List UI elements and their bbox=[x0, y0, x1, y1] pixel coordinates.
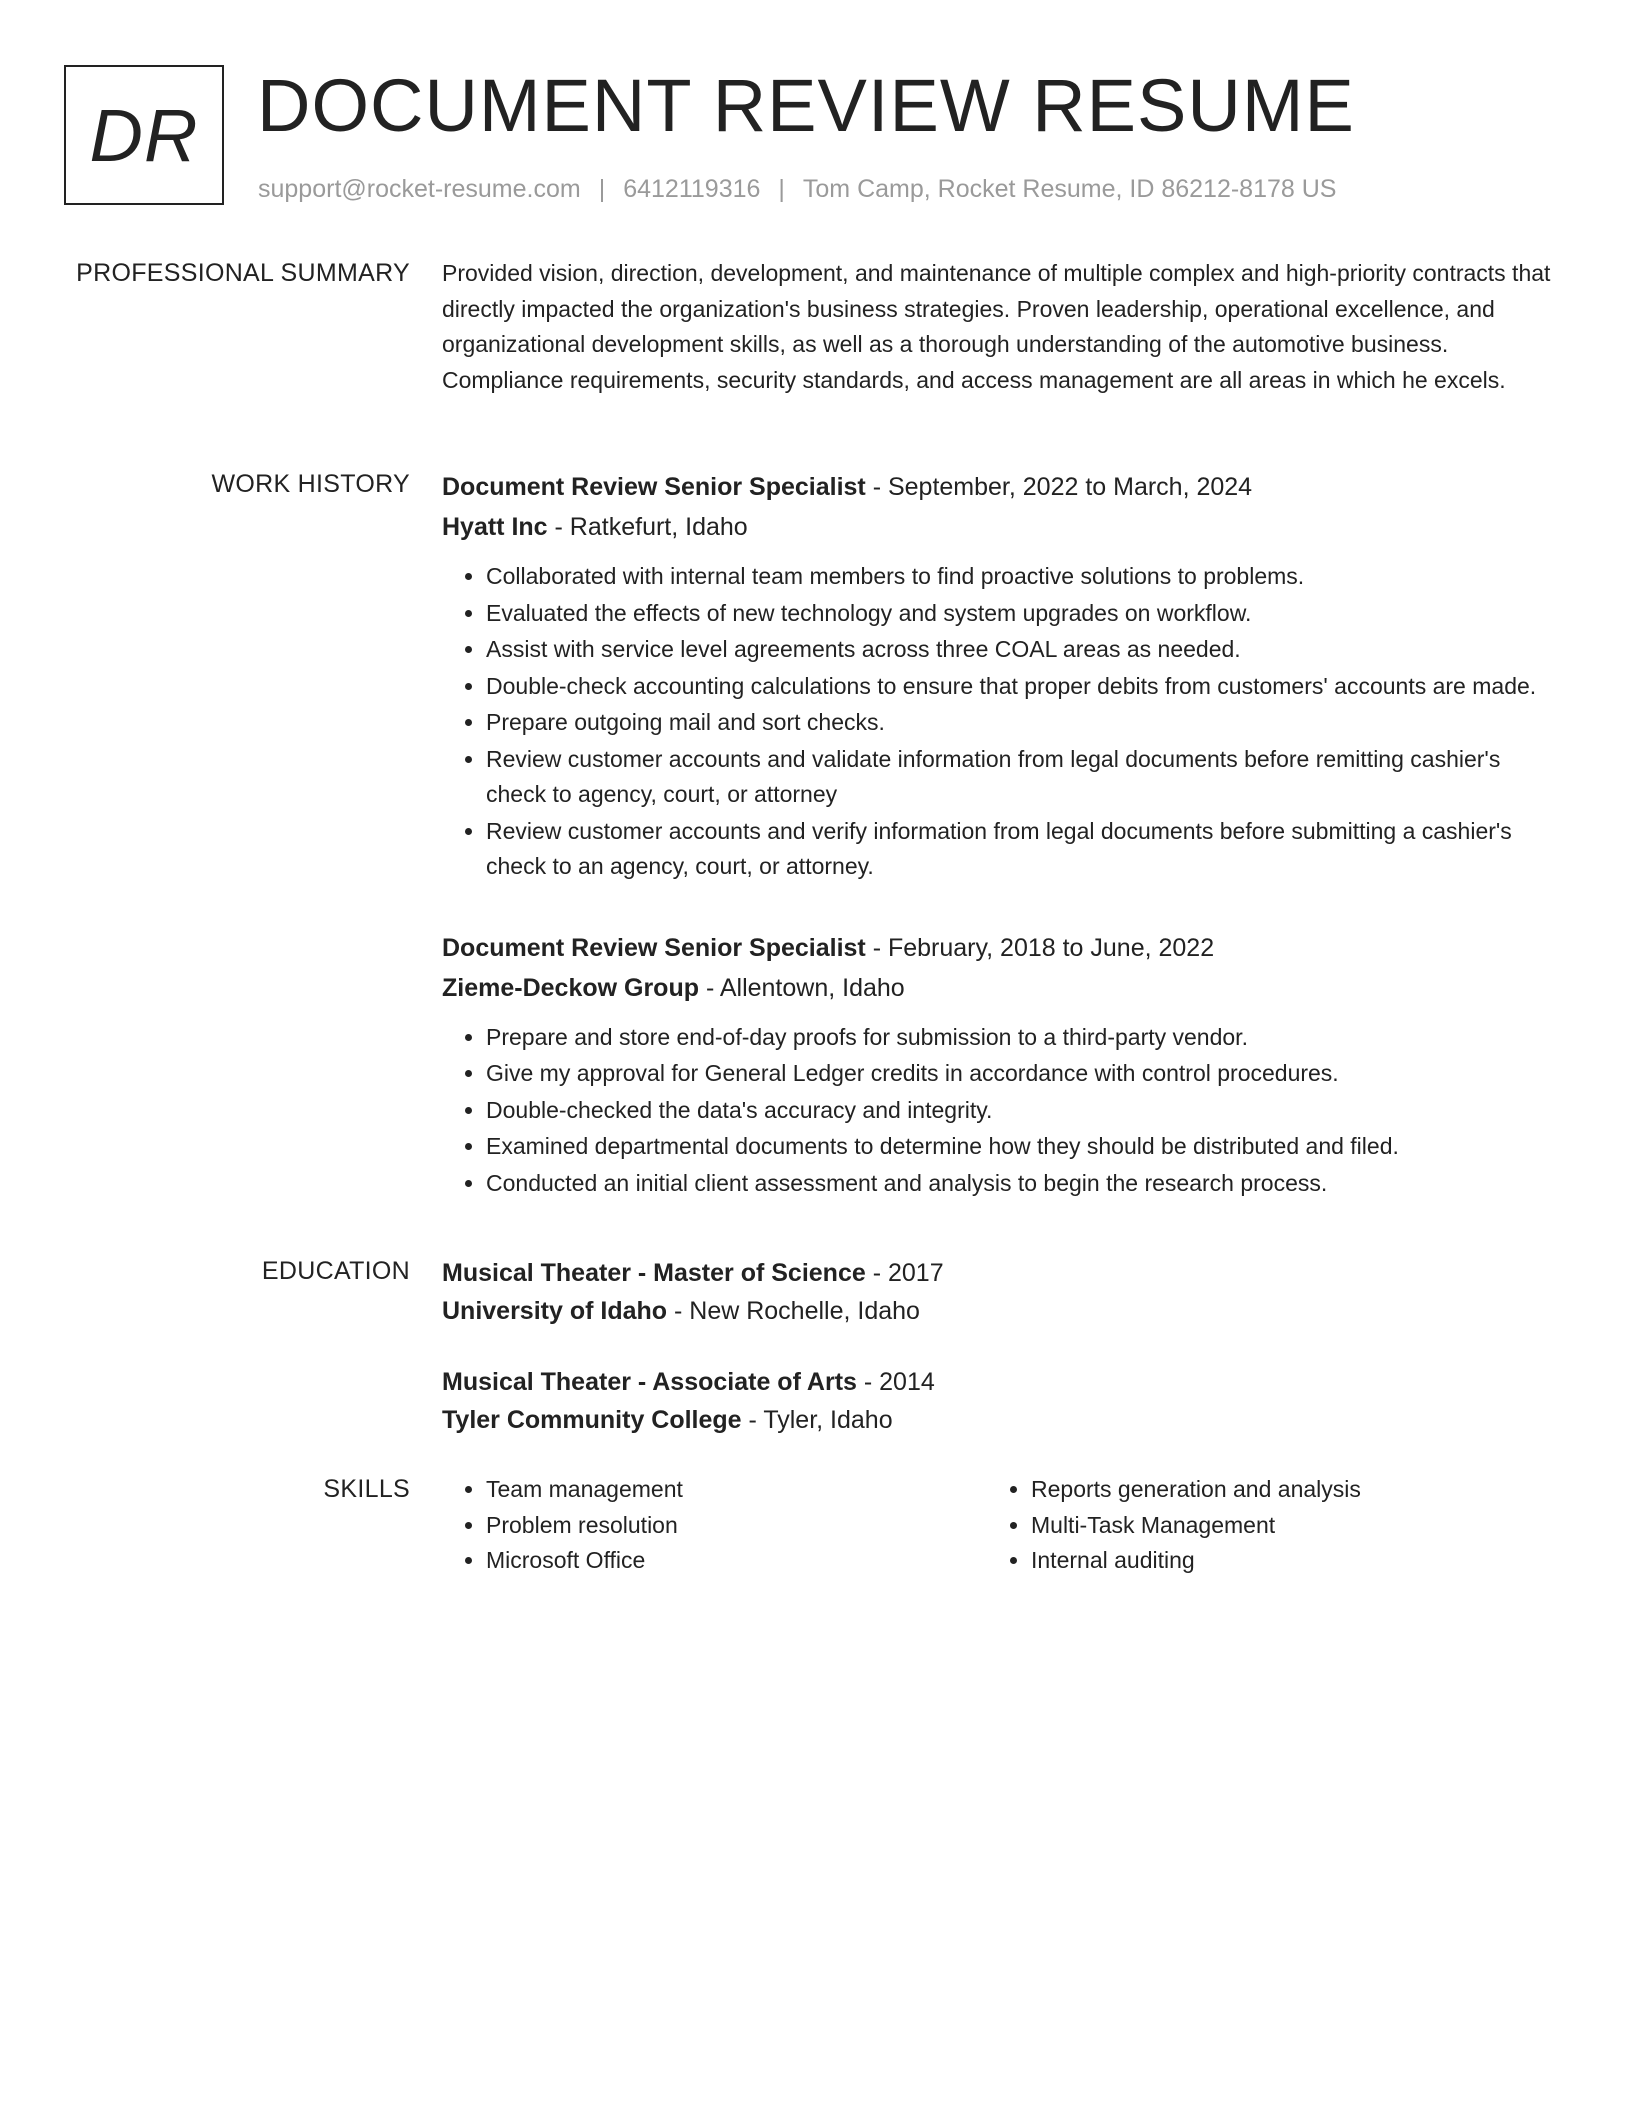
school-location: - New Rochelle, Idaho bbox=[667, 1297, 920, 1325]
skill-item: • Problem resolution bbox=[486, 1508, 987, 1544]
section-label-skills: SKILLS bbox=[323, 1475, 410, 1503]
list-item: • Examined departmental documents to determine how they should be distributed and filed. bbox=[486, 1129, 1552, 1165]
skill-item: • Team management bbox=[486, 1472, 987, 1508]
skills-columns bbox=[442, 1472, 1542, 1579]
resume-title: DOCUMENT REVIEW RESUME bbox=[257, 64, 1355, 147]
school-line bbox=[442, 1401, 1552, 1439]
summary-body bbox=[442, 256, 1552, 398]
skills-list bbox=[442, 1472, 987, 1579]
job-company: Hyatt Inc bbox=[442, 513, 548, 541]
degree-line bbox=[442, 1254, 1552, 1292]
resume-header bbox=[64, 65, 1584, 210]
job-dates: - February, 2018 to June, 2022 bbox=[865, 933, 1215, 962]
section-label-work-history: WORK HISTORY bbox=[211, 470, 410, 498]
list-item: • Double-check accounting calculations to ensure that proper debits from customers' accounts are made. bbox=[486, 669, 1552, 705]
list-item: • Double-checked the data's accuracy and integrity. bbox=[486, 1093, 1552, 1129]
contact-line bbox=[258, 173, 1336, 205]
list-item: • Collaborated with internal team members to find proactive solutions to problems. bbox=[486, 559, 1552, 595]
section-label-education: EDUCATION bbox=[261, 1257, 410, 1285]
school-name: Tyler Community College bbox=[442, 1406, 742, 1434]
job-bullet-list bbox=[442, 559, 1552, 885]
degree-name: Musical Theater - Master of Science bbox=[442, 1259, 866, 1287]
job-title-line bbox=[442, 928, 1552, 968]
skill-item: • Microsoft Office bbox=[486, 1543, 987, 1579]
school-line bbox=[442, 1292, 1552, 1330]
degree-year: - 2014 bbox=[856, 1368, 935, 1396]
degree-line bbox=[442, 1363, 1552, 1401]
section-label-summary: PROFESSIONAL SUMMARY bbox=[76, 259, 410, 287]
contact-separator: | bbox=[598, 175, 606, 203]
degree-name: Musical Theater - Associate of Arts bbox=[442, 1368, 857, 1396]
job-title: Document Review Senior Specialist bbox=[442, 473, 866, 501]
list-item: • Conducted an initial client assessment and analysis to begin the research process. bbox=[486, 1166, 1552, 1202]
job-entry bbox=[442, 928, 1552, 1202]
contact-separator: | bbox=[778, 175, 785, 203]
job-title-line bbox=[442, 467, 1552, 507]
list-item: • Assist with service level agreements across three COAL areas as needed. bbox=[486, 632, 1552, 668]
skill-item: • Internal auditing bbox=[1031, 1543, 1532, 1579]
skill-item: • Reports generation and analysis bbox=[1031, 1472, 1532, 1508]
skill-item: • Multi-Task Management bbox=[1031, 1508, 1532, 1544]
job-dates: - September, 2022 to March, 2024 bbox=[865, 473, 1253, 501]
list-item: • Evaluated the effects of new technology and system upgrades on workflow. bbox=[486, 596, 1552, 632]
contact-address: Tom Camp, Rocket Resume, ID 86212-8178 US bbox=[802, 175, 1337, 203]
list-item: • Review customer accounts and validate information from legal documents before remitting cashier's check to agency, court, or attorney bbox=[486, 742, 1552, 813]
education-entry bbox=[442, 1363, 1552, 1439]
skills-column-right bbox=[987, 1472, 1532, 1579]
summary-text: Provided vision, direction, development, and maintenance of multiple complex and high-priority contracts that directly impacted the organization's business strategies. Proven leadership, operational excellence, and organizational development skills, as well as a thorough understanding of the automotive business. Compliance requirements, security standards, and access management are all areas in which he excels. bbox=[442, 260, 1551, 393]
job-location: - Ratkefurt, Idaho bbox=[547, 513, 748, 541]
work-history-body bbox=[442, 467, 1552, 1244]
job-location: - Allentown, Idaho bbox=[699, 973, 905, 1002]
education-entry bbox=[442, 1254, 1552, 1330]
education-body bbox=[442, 1254, 1552, 1472]
list-item: • Prepare and store end-of-day proofs for submission to a third-party vendor. bbox=[486, 1020, 1552, 1056]
skills-column-left bbox=[442, 1472, 987, 1579]
list-item: • Review customer accounts and verify information from legal documents before submitting a cashier's check to an agency, court, or attorney. bbox=[486, 814, 1552, 885]
job-title: Document Review Senior Specialist bbox=[442, 933, 866, 962]
job-company-line bbox=[442, 968, 1552, 1008]
contact-phone: 6412119316 bbox=[623, 175, 761, 203]
monogram: DR bbox=[64, 65, 224, 205]
list-item: • Give my approval for General Ledger credits in accordance with control procedures. bbox=[486, 1056, 1552, 1092]
school-location: - Tyler, Idaho bbox=[741, 1406, 893, 1434]
job-entry bbox=[442, 467, 1552, 885]
job-bullet-list bbox=[442, 1020, 1552, 1202]
skills-body bbox=[442, 1472, 1552, 1579]
school-name: University of Idaho bbox=[442, 1297, 668, 1325]
skills-list bbox=[987, 1472, 1532, 1579]
job-company-line bbox=[442, 507, 1552, 547]
degree-year: - 2017 bbox=[865, 1259, 944, 1287]
list-item: • Prepare outgoing mail and sort checks. bbox=[486, 705, 1552, 741]
job-company: Zieme-Deckow Group bbox=[442, 973, 699, 1002]
contact-email: support@rocket-resume.com bbox=[258, 175, 581, 203]
